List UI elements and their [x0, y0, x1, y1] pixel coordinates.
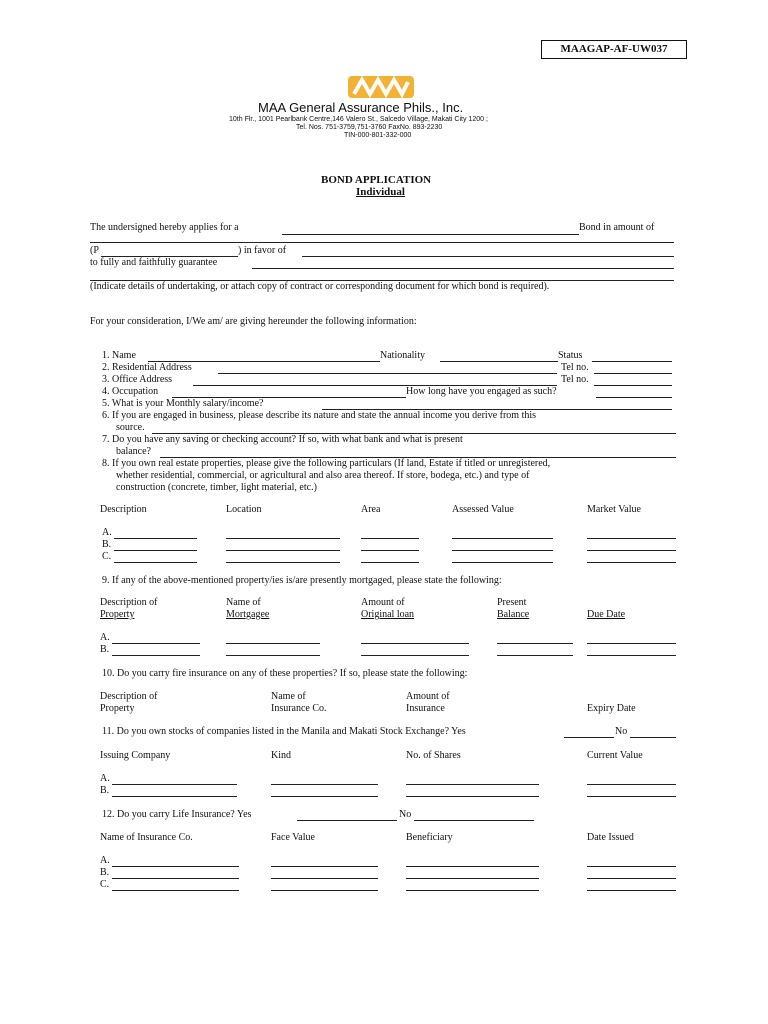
real-estate-field-r1-c3[interactable]	[361, 538, 419, 539]
col-market-value: Market Value	[587, 504, 641, 515]
in-favor-of-text: ) in favor of	[238, 245, 287, 256]
col-area: Area	[361, 504, 381, 515]
q10-col-3-top: Amount of	[406, 691, 450, 702]
item-8-real-estate-line-1: 8. If you own real estate properties, please give the following particulars (If land, Estate if titled or unregistered,	[102, 458, 551, 469]
item-6-business-line-1: 6. If you are engaged in business, please describe its nature and state the annual income you derive from this	[102, 410, 537, 421]
q9-col-4-top: Present	[497, 597, 527, 608]
item-8-real-estate-line-3: construction (concrete, timber, light material, etc.)	[116, 482, 317, 493]
applies-for-text: The undersigned hereby applies for a	[90, 222, 239, 233]
company-name: MAA General Assurance Phils., Inc.	[258, 100, 464, 115]
life-insurance-field-r2-c4[interactable]	[587, 878, 676, 879]
consideration-text: For your consideration, I/We am/ are giving hereunder the following information:	[90, 316, 417, 327]
real-estate-field-r2-c4[interactable]	[452, 550, 553, 551]
real-estate-field-r3-c1[interactable]	[114, 562, 197, 563]
q12-no-label: No	[399, 809, 412, 820]
stocks-field-r1-c1[interactable]	[112, 784, 237, 785]
life-insurance-field-r2-c2[interactable]	[271, 878, 378, 879]
q9-row-label-b: B.	[100, 644, 110, 655]
q10-col-2-top: Name of	[271, 691, 306, 702]
q10-col-2-bottom: Insurance Co.	[271, 703, 327, 714]
row-label-a: A.	[102, 527, 112, 538]
nationality-label: Nationality	[380, 350, 425, 361]
life-insurance-field-r1-c2[interactable]	[271, 866, 378, 867]
real-estate-field-r2-c1[interactable]	[114, 550, 197, 551]
real-estate-field-r1-c2[interactable]	[226, 538, 340, 539]
how-long-field[interactable]	[596, 397, 672, 398]
question-9: 9. If any of the above-mentioned property/ies is/are presently mortgaged, please state the following:	[102, 575, 502, 586]
q12-col-beneficiary: Beneficiary	[406, 832, 453, 843]
q12-col-face-value: Face Value	[271, 832, 315, 843]
q12-col-insurance-co: Name of Insurance Co.	[100, 832, 193, 843]
item-3-office-address: 3. Office Address	[102, 374, 173, 385]
status-field[interactable]	[592, 361, 672, 362]
question-10: 10. Do you carry fire insurance on any of these properties? If so, please state the following:	[102, 668, 468, 679]
q9-row-label-a: A.	[100, 632, 110, 643]
q12-row-label-c: C.	[100, 879, 110, 890]
company-tel: Tel. Nos. 751-3759,751-3760 FaxNo. 893-2230	[296, 124, 443, 131]
q11-row-label-a: A.	[100, 773, 110, 784]
form-code: MAAGAP-AF-UW037	[541, 40, 687, 59]
real-estate-field-r3-c3[interactable]	[361, 562, 419, 563]
mortgage-field-r1-c4[interactable]	[497, 643, 573, 644]
company-address: 10th Flr., 1001 Pearlbank Centre,146 Valero St., Salcedo Village, Makati City 1200 ;	[229, 116, 488, 123]
real-estate-field-r1-c1[interactable]	[114, 538, 197, 539]
tel-no-label-2: Tel no.	[561, 374, 589, 385]
stocks-field-r2-c3[interactable]	[406, 796, 539, 797]
p-open-text: (P	[90, 245, 99, 256]
tel-no-field-1[interactable]	[594, 373, 672, 374]
form-title: BOND APPLICATION	[321, 174, 432, 186]
q10-col-1-bottom: Property	[100, 703, 135, 714]
real-estate-field-r2-c2[interactable]	[226, 550, 340, 551]
item-8-real-estate-line-2: whether residential, commercial, or agricultural and also area thereof. If store, bodega, etc.) and type of	[116, 470, 530, 481]
item-7-account-line-1: 7. Do you have any saving or checking account? If so, with what bank and what is present	[102, 434, 463, 445]
life-insurance-field-r1-c3[interactable]	[406, 866, 539, 867]
bond-amount-field[interactable]	[90, 242, 674, 243]
row-label-b: B.	[102, 539, 112, 550]
tel-no-field-2[interactable]	[594, 385, 672, 386]
indicate-note: (Indicate details of undertaking, or attach copy of contract or corresponding document for which bond is required).	[90, 281, 550, 292]
item-5-monthly-income: 5. What is your Monthly salary/income?	[102, 398, 264, 409]
stocks-field-r1-c4[interactable]	[587, 784, 676, 785]
mortgage-field-r2-c1[interactable]	[112, 655, 200, 656]
q11-row-label-b: B.	[100, 785, 110, 796]
q10-col-3-bottom: Insurance	[406, 703, 445, 714]
item-7-account-line-2: balance?	[116, 446, 151, 457]
life-insurance-field-r3-c4[interactable]	[587, 890, 676, 891]
q9-col-5-bottom: Due Date	[587, 609, 626, 620]
life-insurance-field-r2-c3[interactable]	[406, 878, 539, 879]
q10-col-4-bottom: Expiry Date	[587, 703, 636, 714]
mortgage-field-r2-c5[interactable]	[587, 655, 676, 656]
q11-col-kind: Kind	[271, 750, 291, 761]
q11-no-field[interactable]	[630, 737, 676, 738]
col-location: Location	[226, 504, 262, 515]
mortgage-field-r1-c5[interactable]	[587, 643, 676, 644]
col-description: Description	[100, 504, 147, 515]
q11-no-label: No	[615, 726, 628, 737]
q12-yes-field[interactable]	[297, 820, 397, 821]
row-label-c: C.	[102, 551, 112, 562]
question-11: 11. Do you own stocks of companies listed in the Manila and Makati Stock Exchange? Yes	[102, 726, 466, 737]
mortgage-field-r2-c3[interactable]	[361, 655, 469, 656]
life-insurance-field-r1-c4[interactable]	[587, 866, 676, 867]
mortgage-field-r1-c3[interactable]	[361, 643, 469, 644]
in-favor-of-field[interactable]	[302, 256, 674, 257]
item-2-residential-address: 2. Residential Address	[102, 362, 192, 373]
q9-col-4-bottom: Balance	[497, 609, 530, 620]
bond-amount-text: Bond in amount of	[579, 222, 655, 233]
life-insurance-field-r1-c1[interactable]	[112, 866, 239, 867]
how-long-label: How long have you engaged as such?	[406, 386, 557, 397]
stocks-field-r2-c2[interactable]	[271, 796, 378, 797]
col-assessed-value: Assessed Value	[452, 504, 514, 515]
life-insurance-field-r3-c3[interactable]	[406, 890, 539, 891]
life-insurance-field-r3-c2[interactable]	[271, 890, 378, 891]
stocks-field-r1-c2[interactable]	[271, 784, 378, 785]
guarantee-field-1[interactable]	[252, 268, 674, 269]
q12-row-label-a: A.	[100, 855, 110, 866]
company-tin: TIN-000-801-332-000	[344, 132, 412, 139]
item-1-name: 1. Name	[102, 350, 136, 361]
question-12: 12. Do you carry Life Insurance? Yes	[102, 809, 252, 820]
status-label: Status	[558, 350, 583, 361]
q12-col-date-issued: Date Issued	[587, 832, 634, 843]
real-estate-field-r3-c2[interactable]	[226, 562, 340, 563]
q12-no-field[interactable]	[414, 820, 534, 821]
form-subtitle: Individual	[356, 186, 405, 198]
q11-col-issuing-company: Issuing Company	[100, 750, 171, 761]
mortgage-field-r1-c1[interactable]	[112, 643, 200, 644]
life-insurance-field-r2-c1[interactable]	[112, 878, 239, 879]
q12-row-label-b: B.	[100, 867, 110, 878]
q9-col-1-bottom: Property	[100, 609, 135, 620]
real-estate-field-r3-c5[interactable]	[587, 562, 676, 563]
q11-col-current-value: Current Value	[587, 750, 643, 761]
q10-col-1-top: Description of	[100, 691, 158, 702]
stocks-field-r1-c3[interactable]	[406, 784, 539, 785]
q11-col-no-of-shares: No. of Shares	[406, 750, 461, 761]
q9-col-2-bottom: Mortgagee	[226, 609, 270, 620]
real-estate-field-r3-c4[interactable]	[452, 562, 553, 563]
q9-col-2-top: Name of	[226, 597, 261, 608]
tel-no-label-1: Tel no.	[561, 362, 589, 373]
guarantee-text: to fully and faithfully guarantee	[90, 257, 218, 268]
item-4-occupation: 4. Occupation	[102, 386, 159, 397]
item-6-business-line-2: source.	[116, 422, 145, 433]
real-estate-field-r2-c5[interactable]	[587, 550, 676, 551]
mortgage-field-r2-c2[interactable]	[226, 655, 320, 656]
life-insurance-field-r3-c1[interactable]	[112, 890, 239, 891]
q11-yes-field[interactable]	[564, 737, 614, 738]
stocks-field-r2-c1[interactable]	[112, 796, 237, 797]
residential-address-field[interactable]	[218, 373, 557, 374]
q9-col-3-bottom: Original loan	[361, 609, 415, 620]
real-estate-field-r2-c3[interactable]	[361, 550, 419, 551]
real-estate-field-r1-c5[interactable]	[587, 538, 676, 539]
stocks-field-r2-c4[interactable]	[587, 796, 676, 797]
q9-col-1-top: Description of	[100, 597, 158, 608]
company-logo-icon	[348, 74, 414, 100]
real-estate-field-r1-c4[interactable]	[452, 538, 553, 539]
nationality-field[interactable]	[440, 361, 558, 362]
mortgage-field-r1-c2[interactable]	[226, 643, 320, 644]
bond-type-field[interactable]	[282, 234, 579, 235]
q9-col-3-top: Amount of	[361, 597, 405, 608]
mortgage-field-r2-c4[interactable]	[497, 655, 573, 656]
